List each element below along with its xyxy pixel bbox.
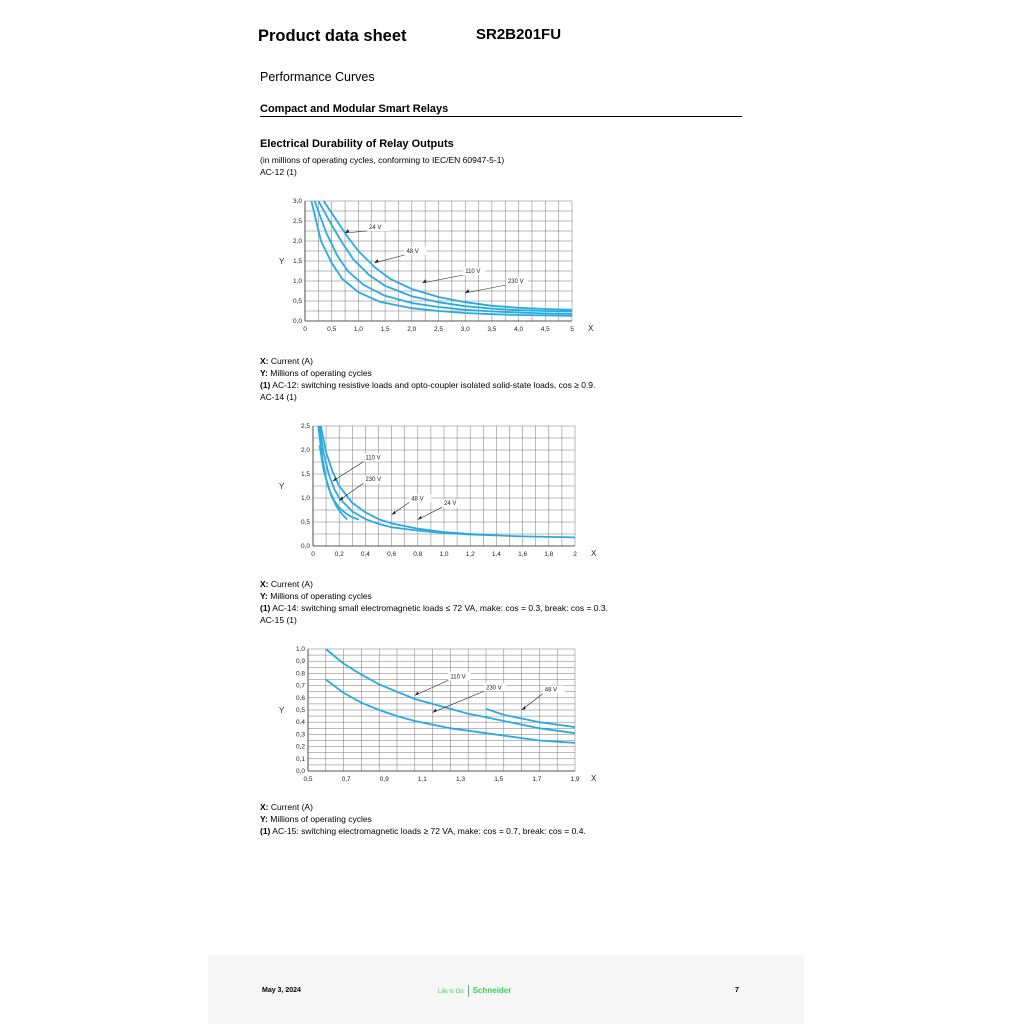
x-tick-label: 2,0 <box>407 326 417 333</box>
x-tick-label: 2,5 <box>433 326 444 333</box>
section-title: Performance Curves <box>260 70 375 84</box>
x-tick-label: 1,3 <box>456 776 466 783</box>
legend-x: X: Current (A) <box>260 802 313 812</box>
series-line <box>486 709 575 727</box>
y-tick-label: 1,0 <box>300 495 310 502</box>
legend-y: Y: Millions of operating cycles <box>260 814 372 824</box>
series-callout <box>333 462 364 482</box>
x-tick-label: 1,1 <box>417 776 427 783</box>
x-axis-label: X <box>588 324 594 333</box>
x-tick-label: 0,2 <box>334 551 344 558</box>
y-tick-label: 1,5 <box>292 258 302 265</box>
intro-text: (in millions of operating cycles, conforming to IEC/EN 60947-5-1) <box>260 155 505 165</box>
series-label: 230 V <box>365 477 382 484</box>
series-callout <box>422 275 463 283</box>
x-tick-label: 0,5 <box>303 776 313 783</box>
footnote-ac12: (1) AC-12: switching resistive loads and opto-coupler isolated solid-state loads, cos ≥ 0.9. <box>260 380 596 390</box>
grid <box>313 426 575 546</box>
x-tick-label: 3,5 <box>487 326 497 333</box>
y-tick-label: 0,0 <box>300 543 310 550</box>
y-tick-label: 0,9 <box>295 658 305 666</box>
brand-tagline: Life Is On <box>438 988 464 995</box>
product-reference: SR2B201FU <box>476 26 562 43</box>
x-tick-label: 4,0 <box>514 326 524 333</box>
x-tick-label: 1,8 <box>544 551 554 558</box>
chart-ac15 <box>270 640 600 788</box>
x-tick-label: 1,2 <box>465 551 475 558</box>
x-axis-label: X <box>591 774 597 783</box>
legend-x: X: Current (A) <box>260 356 313 366</box>
series-label: 48 V <box>406 249 419 255</box>
series-label: 110 V <box>450 674 466 681</box>
x-tick-label: 4,5 <box>540 326 550 333</box>
series-line <box>315 201 572 314</box>
x-tick-label: 2 <box>573 551 577 558</box>
y-tick-label: 0,1 <box>295 755 305 763</box>
x-tick-label: 0,4 <box>360 551 370 558</box>
y-tick-label: 2,0 <box>292 238 302 245</box>
x-tick-label: 5 <box>570 326 574 333</box>
x-tick-label: 1,7 <box>532 776 542 783</box>
series-line <box>311 201 572 316</box>
y-tick-label: 3,0 <box>292 198 302 205</box>
heading: Electrical Durability of Relay Outputs <box>260 138 454 150</box>
series-label: 230 V <box>486 685 502 692</box>
chart-caption-ac15: AC-15 (1) <box>260 615 297 625</box>
subsection-divider <box>260 116 742 117</box>
series-label: 24 V <box>444 501 457 508</box>
chart-caption-ac14: AC-14 (1) <box>260 392 297 402</box>
callout-arrow <box>415 691 419 695</box>
x-tick-label: 0,7 <box>341 776 351 783</box>
y-tick-label: 0,5 <box>300 519 310 526</box>
y-tick-label: 0,4 <box>295 719 305 727</box>
x-tick-label: 0 <box>303 326 307 333</box>
legend-y: Y: Millions of operating cycles <box>260 591 372 601</box>
x-tick-label: 1,4 <box>491 551 501 558</box>
y-tick-label: 0,2 <box>295 743 305 751</box>
brand-logo <box>438 985 511 997</box>
series-label: 48 V <box>544 687 558 694</box>
y-tick-label: 0,8 <box>295 670 305 678</box>
series-callout <box>415 680 449 695</box>
footer-date: May 3, 2024 <box>262 987 301 994</box>
callout-arrow <box>418 516 422 520</box>
chart-ac15-svg <box>270 640 600 788</box>
chart-ac12-svg <box>270 190 600 340</box>
legend-y: Y: Millions of operating cycles <box>260 368 372 378</box>
series-label: 230 V <box>507 279 524 285</box>
chart-ac12 <box>270 190 600 340</box>
x-tick-label: 1,0 <box>439 551 449 558</box>
x-tick-label: 1,5 <box>380 326 390 333</box>
y-axis-label: Y <box>279 482 285 491</box>
y-tick-label: 0,0 <box>295 768 305 775</box>
x-tick-label: 0,6 <box>387 551 397 558</box>
brand-name: Schneider <box>472 985 512 995</box>
document-title: Product data sheet <box>258 27 407 45</box>
x-tick-label: 1,0 <box>353 326 363 333</box>
series-line <box>321 426 575 537</box>
callout-arrow <box>433 708 437 712</box>
x-tick-label: 1,9 <box>570 776 580 783</box>
x-tick-label: 3,0 <box>460 326 470 333</box>
footnote-ac15: (1) AC-15: switching electromagnetic loads ≥ 72 VA, make: cos = 0.7, break: cos = 0.4. <box>260 826 586 836</box>
x-tick-label: 0,5 <box>327 326 337 333</box>
series-line <box>318 201 572 311</box>
y-tick-label: 2,5 <box>300 423 310 430</box>
brand-divider <box>468 985 469 997</box>
series-callout <box>433 691 484 712</box>
series-label: 110 V <box>465 269 481 275</box>
y-axis-label: Y <box>279 257 285 266</box>
footnote-ac14: (1) AC-14: switching small electromagnetic loads ≤ 72 VA, make: cos = 0.3, break: cos = 0.3. <box>260 603 608 613</box>
y-tick-label: 0,0 <box>292 318 302 325</box>
series-callout <box>374 255 404 263</box>
y-tick-label: 0,6 <box>295 694 305 702</box>
y-tick-label: 1,0 <box>295 646 305 653</box>
y-tick-label: 1,0 <box>292 278 302 285</box>
x-axis-label: X <box>591 549 597 558</box>
x-tick-label: 1,6 <box>518 551 528 558</box>
y-tick-label: 0,7 <box>295 682 305 690</box>
page-number: 7 <box>735 987 739 994</box>
callout-arrow <box>522 706 526 710</box>
y-tick-label: 2,0 <box>300 447 310 454</box>
chart-ac14-svg <box>270 416 600 564</box>
y-tick-label: 0,5 <box>295 707 305 714</box>
chart-caption-ac12: AC-12 (1) <box>260 167 297 177</box>
x-tick-label: 1,5 <box>494 776 504 783</box>
chart-ac14 <box>270 416 600 564</box>
x-tick-label: 0 <box>311 551 315 558</box>
subsection-title: Compact and Modular Smart Relays <box>260 103 449 115</box>
legend-x: X: Current (A) <box>260 579 313 589</box>
x-tick-label: 0,8 <box>413 551 423 558</box>
series-label: 110 V <box>365 455 381 462</box>
series-callout <box>465 285 506 293</box>
x-tick-label: 0,9 <box>379 776 389 783</box>
y-tick-label: 2,5 <box>292 218 302 225</box>
callout-arrow <box>392 511 396 515</box>
series-label: 24 V <box>369 225 382 231</box>
y-tick-label: 0,5 <box>292 298 302 305</box>
y-tick-label: 1,5 <box>300 471 310 478</box>
series-label: 48 V <box>411 496 424 503</box>
y-tick-label: 0,3 <box>295 731 305 739</box>
y-axis-label: Y <box>279 706 285 715</box>
